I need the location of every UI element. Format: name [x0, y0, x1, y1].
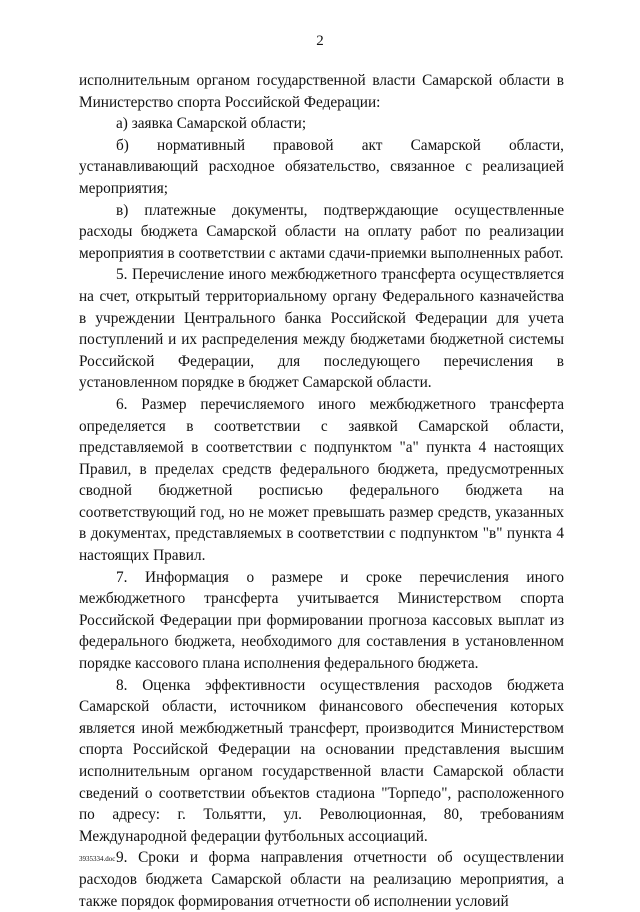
paragraph-clause-8: 8. Оценка эффективности осуществления расходов бюджета Самарской области, источником финансового обеспечения которых является иной межбюджетный трансферт, производится Министерством спорта Российской Федерации на основании представления высшим исполнительным органом государственной власти Самарской области сведений о соответствии объектов стадиона "Торпедо", расположенного по адресу: г. Тольятти, ул. Революционная, 80, требованиям Международной федерации футбольных ассоциаций.: [79, 676, 564, 845]
page-number: 2: [316, 33, 324, 49]
document-body: [79, 70, 564, 912]
paragraph-clause-6: 6. Размер перечисляемого иного межбюджетного трансферта определяется в соответствии с заявкой Самарской области, представляемой в соответствии с подпунктом "а" пункта 4 настоящих Правил, в пределах средств федерального бюджета, предусмотренных сводной бюджетной росписью федерального бюджета на соответствующий год, но не может превышать размер средств, указанных в документах, представляемых в соответствии с подпунктом "в" пункта 4 настоящих Правил.: [79, 395, 564, 565]
paragraph: исполнительным органом государственной власти Самарской области в Министерство спорта Российской Федерации:: [79, 72, 564, 111]
paragraph-clause-5: 5. Перечисление иного межбюджетного трансферта осуществляется на счет, открытый территориальному органу Федерального казначейства в учреждении Центрального банка Российской Федерации для учета поступлений и их распределения между бюджетами бюджетной системы Российской Федерации, для последующего перечисления в установленном порядке в бюджет Самарской области.: [79, 266, 564, 392]
document-filename: 3935334.doc: [79, 855, 116, 863]
paragraph-item-b: б) нормативный правовой акт Самарской области, устанавливающий расходное обязательство, связанное с реализацией мероприятия;: [79, 136, 564, 197]
paragraph-item-a: а) заявка Самарской области;: [116, 115, 307, 133]
paragraph-clause-7: 7. Информация о размере и сроке перечисления иного межбюджетного трансферта учитывается Министерством спорта Российской Федерации при формировании прогноза кассовых выплат из федерального бюджета, необходимого для составления в установленном порядке кассового плана исполнения федерального бюджета.: [79, 568, 564, 673]
paragraph-item-c: в) платежные документы, подтверждающие осуществленные расходы бюджета Самарской области на оплату работ по реализации мероприятия в соответствии с актами сдачи-приемки выполненных работ.: [79, 201, 564, 262]
paragraph-clause-9: 9. Сроки и форма направления отчетности об осуществлении расходов бюджета Самарской области на реализацию мероприятия, а также порядок формирования отчетности об исполнении условий: [79, 849, 564, 910]
